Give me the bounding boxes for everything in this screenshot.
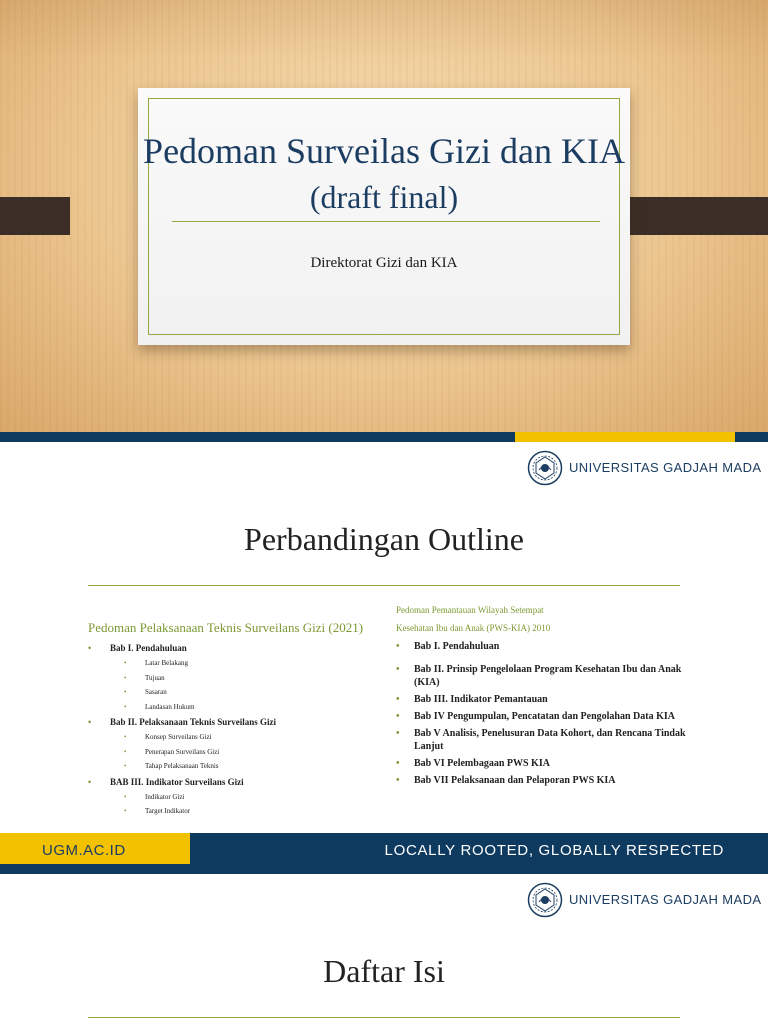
list-item: • Penerapan Surveilans Gizi — [88, 745, 388, 760]
right-dark-bar — [612, 197, 768, 235]
bullet-icon: • — [396, 758, 400, 769]
list-item: • Sasaran — [88, 685, 388, 700]
list-item: • Bab I. Pendahuluan — [88, 640, 388, 656]
bullet-icon: • — [396, 711, 400, 722]
list-item: • Tahap Pelaksanaan Teknis — [88, 759, 388, 774]
bullet-icon: • — [396, 694, 400, 705]
list-item: • Bab III. Indikator Pemantauan — [396, 694, 548, 705]
footer-url: UGM.AC.ID — [42, 842, 126, 859]
list-item: • Bab II. Pelaksanaan Teknis Surveilans Gizi — [88, 714, 388, 730]
bullet-icon: • — [124, 733, 127, 741]
bullet-icon: • — [396, 641, 400, 652]
list-item: • Bab V Analisis, Penelusuran Data Kohort, dan Rencana Tindak Lanjut — [396, 728, 686, 752]
logo-text: UNIVERSITAS GADJAH MADA — [569, 892, 762, 907]
bullet-icon: • — [124, 702, 127, 711]
slide3-divider — [88, 1017, 680, 1018]
bullet-icon: • — [124, 792, 127, 801]
bullet-icon: • — [88, 643, 92, 653]
right-column-heading: Pedoman Pemantauan Wilayah Setempat Kesehatan Ibu dan Anak (PWS-KIA) 2010 — [396, 605, 551, 633]
bullet-icon: • — [124, 762, 127, 770]
list-item: • Bab VI Pelembagaan PWS KIA — [396, 758, 550, 769]
title-slide — [0, 0, 768, 432]
bullet-icon: • — [88, 717, 92, 727]
slide2-divider — [88, 585, 680, 586]
list-item: • Bab I. Pendahuluan — [396, 641, 500, 652]
list-item: • Konsep Surveilans Gizi — [88, 730, 388, 745]
ugm-logo — [527, 882, 762, 918]
bullet-icon: • — [396, 664, 400, 675]
list-item: • Latar Belakang — [88, 656, 388, 671]
bullet-icon: • — [88, 776, 92, 787]
slide2-title: Perbandingan Outline — [244, 521, 524, 557]
logo-text: UNIVERSITAS GADJAH MADA — [569, 460, 762, 475]
ugm-seal-icon — [527, 450, 563, 486]
list-item: • Indikator Gizi — [88, 790, 388, 805]
bullet-icon: • — [396, 728, 400, 739]
slide-stripe — [0, 864, 768, 874]
slide3-title: Daftar Isi — [323, 953, 445, 989]
bullet-icon: • — [396, 775, 400, 786]
slide-stripe — [0, 432, 768, 442]
bullet-icon: • — [124, 807, 127, 815]
list-item: • Bab II. Prinsip Pengelolaan Program Kesehatan Ibu dan Anak (KIA) — [396, 664, 682, 688]
list-item: • Tujuan — [88, 671, 388, 686]
bullet-icon: • — [124, 659, 127, 667]
list-item: • Target Indikator — [88, 804, 388, 819]
bullet-icon: • — [124, 688, 127, 696]
title-divider — [172, 221, 600, 222]
list-item: • BAB III. Indikator Surveilans Gizi — [88, 774, 388, 790]
list-item: • Landasan Hukum — [88, 700, 388, 715]
slide-title: Pedoman Surveilas Gizi dan KIA — [143, 131, 625, 171]
footer-motto: LOCALLY ROOTED, GLOBALLY RESPECTED — [384, 842, 724, 859]
left-column-heading: Pedoman Pelaksanaan Teknis Surveilans Gizi (2021) — [88, 620, 364, 635]
bullet-icon: • — [124, 747, 127, 756]
left-outline-list — [88, 640, 388, 819]
ugm-seal-icon — [527, 882, 563, 918]
organization-name: Direktorat Gizi dan KIA — [310, 255, 458, 271]
right-outline-list — [396, 640, 696, 791]
bullet-icon: • — [124, 673, 127, 682]
list-item: • Bab IV Pengumpulan, Pencatatan dan Pengolahan Data KIA — [396, 711, 675, 722]
left-dark-bar — [0, 197, 70, 235]
ugm-logo — [527, 450, 762, 486]
slide-subtitle: (draft final) — [309, 179, 459, 215]
list-item: • Bab VII Pelaksanaan dan Pelaporan PWS KIA — [396, 775, 616, 786]
